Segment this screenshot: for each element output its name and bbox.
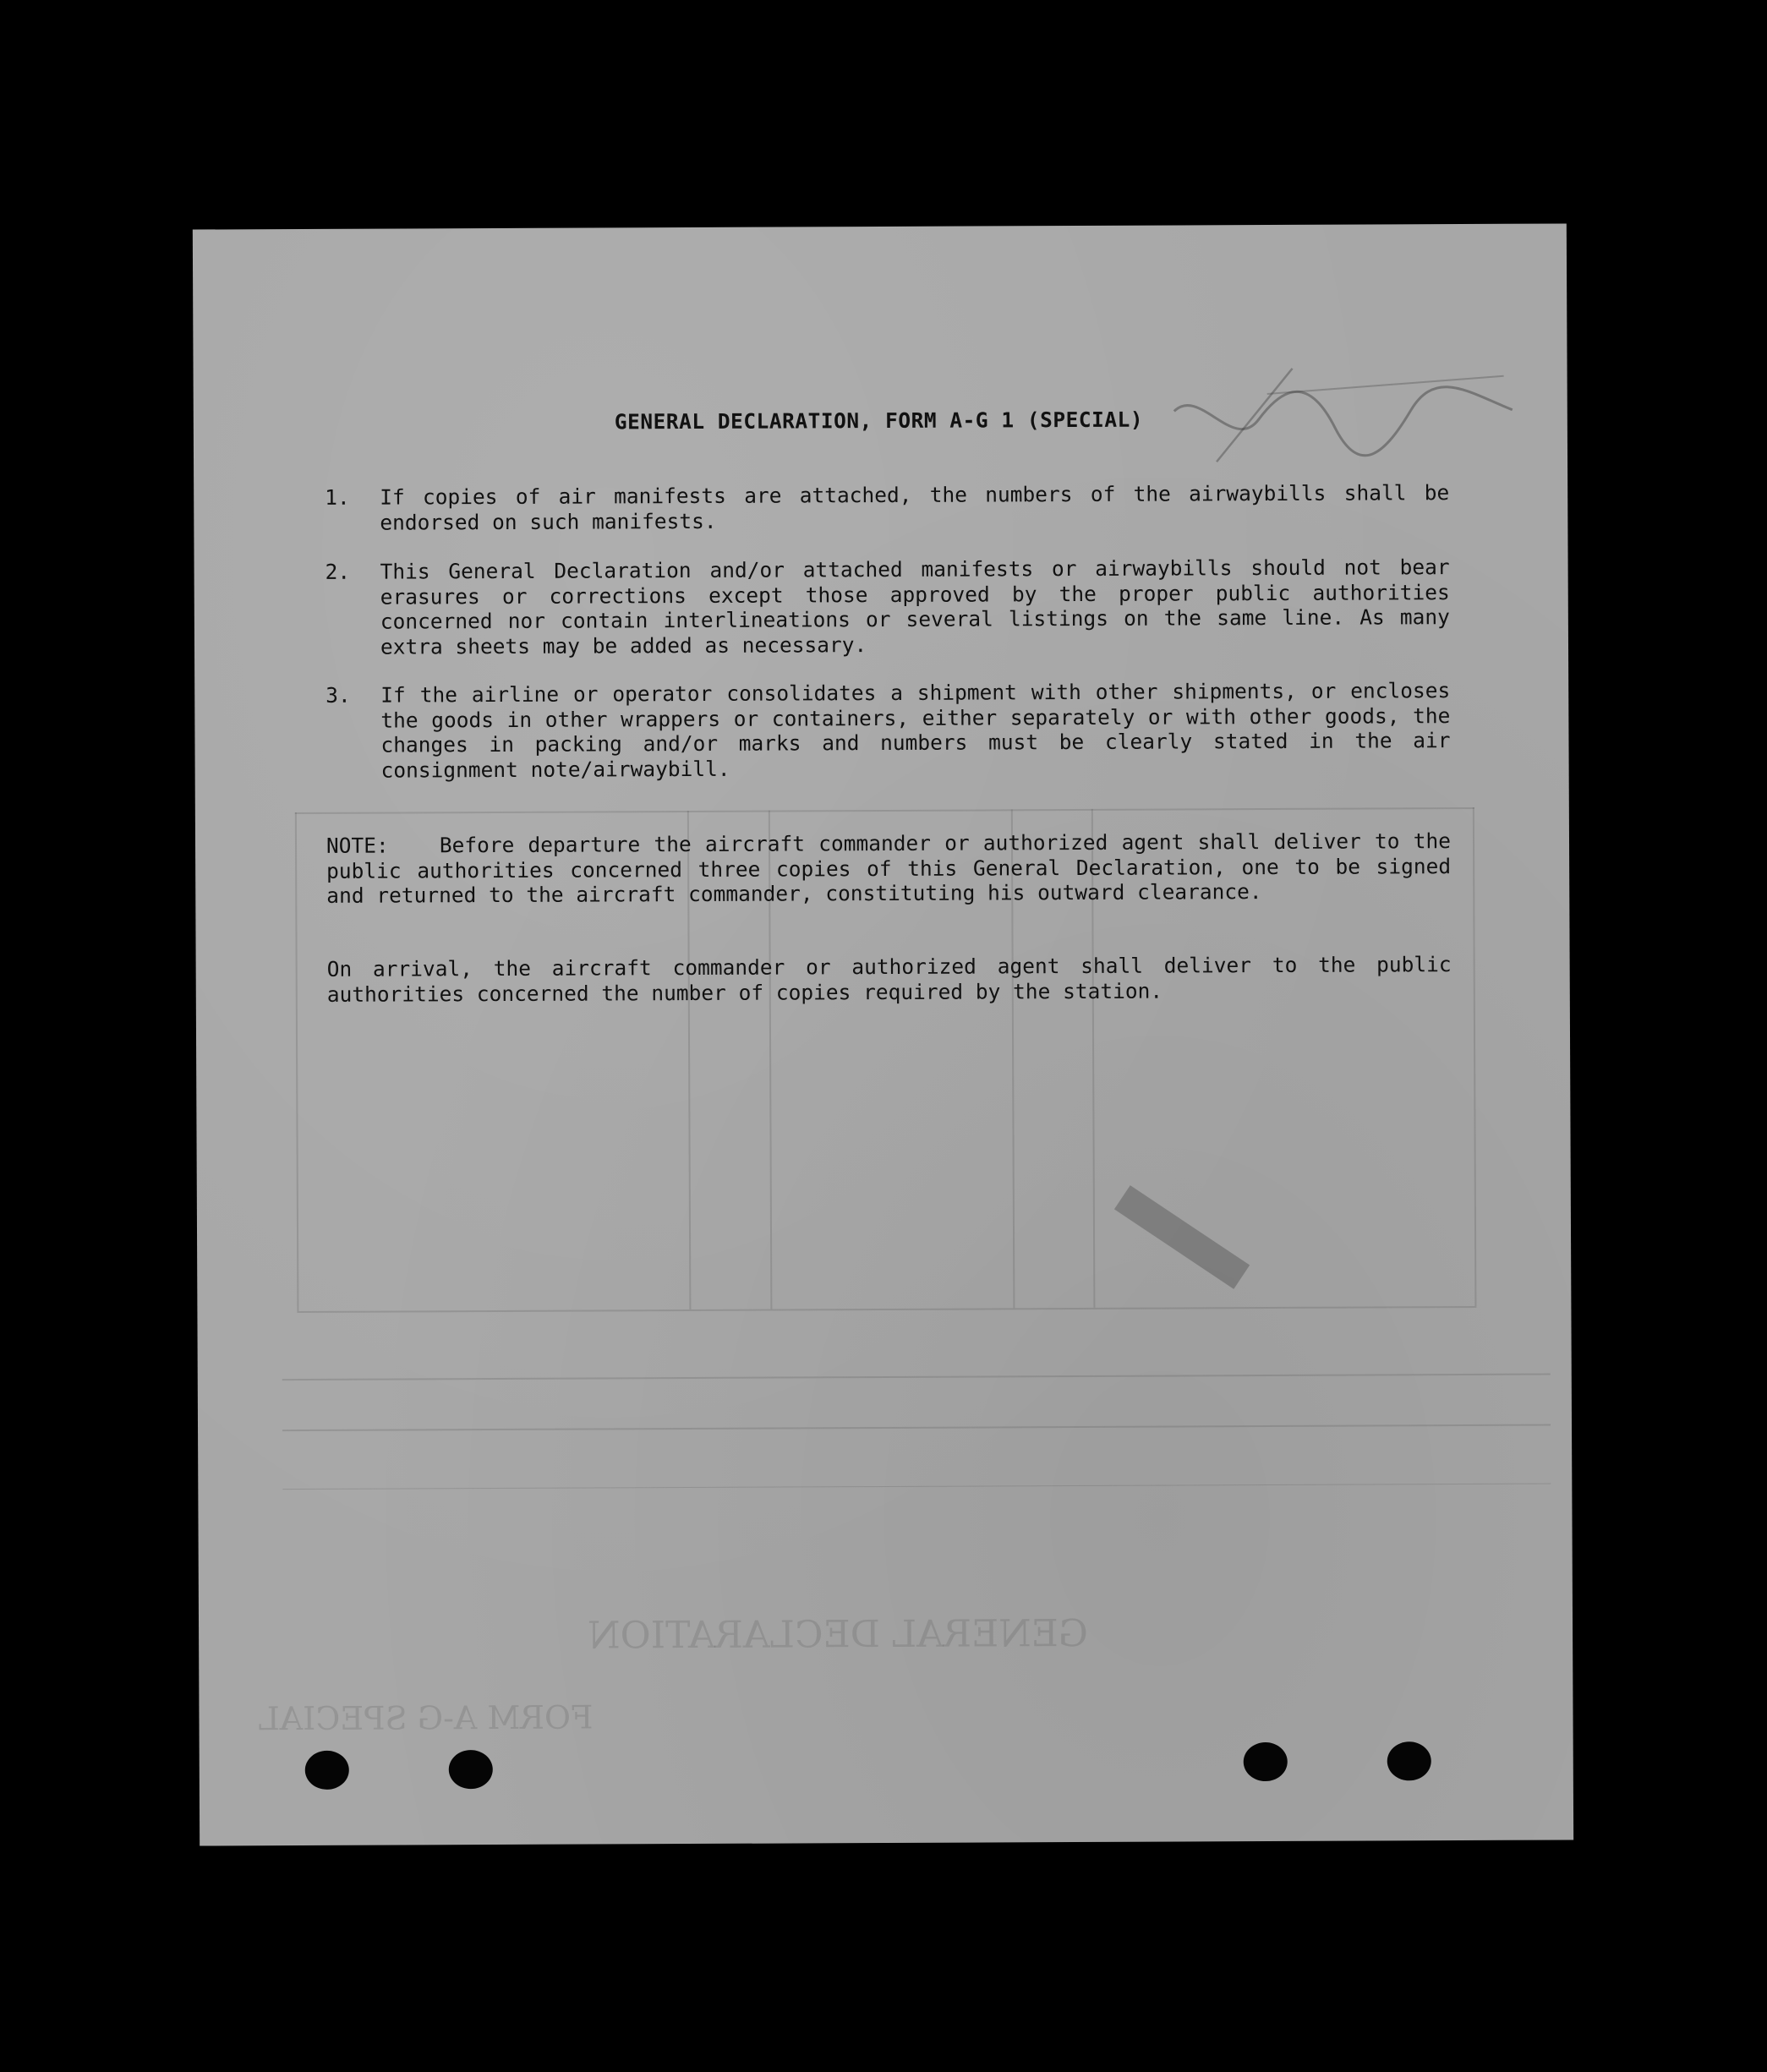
rubber-stamp-mark (1114, 1185, 1250, 1289)
handwritten-signature-mark (1166, 359, 1522, 479)
bleed-through-line (282, 1374, 1551, 1381)
bleed-through-line (282, 1484, 1551, 1490)
note-text: Before departure the aircraft commander or authorized agent shall deliver to the public authorities concerned three copies of this General Declaration, one to be signed and returned to the aircraft commander, constituting his outward clearance. (326, 828, 1452, 908)
instruction-text: This General Declaration and/or attached manifests or airwaybills should not bear erasures or corrections except those approved by the proper public authorities concerned nor contain interlineations or several listings on the same line. As many extra sheets may be added as necessary. (380, 555, 1450, 659)
instruction-text: If copies of air manifests are attached, the numbers of the airwaybills shall be endorsed on such manifests. (380, 480, 1450, 535)
instruction-item (325, 480, 1449, 535)
instruction-item (326, 678, 1451, 783)
bleed-through-line (282, 1424, 1551, 1432)
instruction-number: 2. (325, 559, 351, 584)
bleed-through-line (295, 807, 1474, 814)
punch-hole (305, 1751, 349, 1790)
bleed-through-line (295, 812, 299, 1311)
document-page (193, 223, 1573, 1845)
punch-hole (1387, 1741, 1431, 1780)
punch-hole (1244, 1742, 1288, 1781)
note-label: NOTE: (326, 833, 389, 858)
note-paragraph (326, 828, 1451, 908)
bleed-through-line (297, 1306, 1476, 1313)
arrival-paragraph: On arrival, the aircraft commander or authorized agent shall deliver to the public authorities concerned the number of copies required by the station. (326, 952, 1452, 1007)
instruction-text: If the airline or operator consolidates a shipment with other shipments, or encloses the goods in other wrappers or containers, either separately or with other goods, the changes in packing and/or marks and numbers must be clearly stated in the air consignment note/airwaybill. (380, 678, 1451, 783)
instruction-number: 3. (326, 682, 351, 708)
bleed-through-text: GENERAL DECLARATION (587, 1611, 1089, 1658)
form-title: GENERAL DECLARATION, FORM A-G 1 (SPECIAL) (614, 407, 1144, 435)
instruction-number: 1. (325, 484, 350, 510)
bleed-through-line (1473, 807, 1477, 1306)
punch-hole (449, 1750, 493, 1789)
bleed-through-text: FORM A-G SPECIAL (258, 1698, 594, 1738)
instruction-item (326, 555, 1451, 659)
